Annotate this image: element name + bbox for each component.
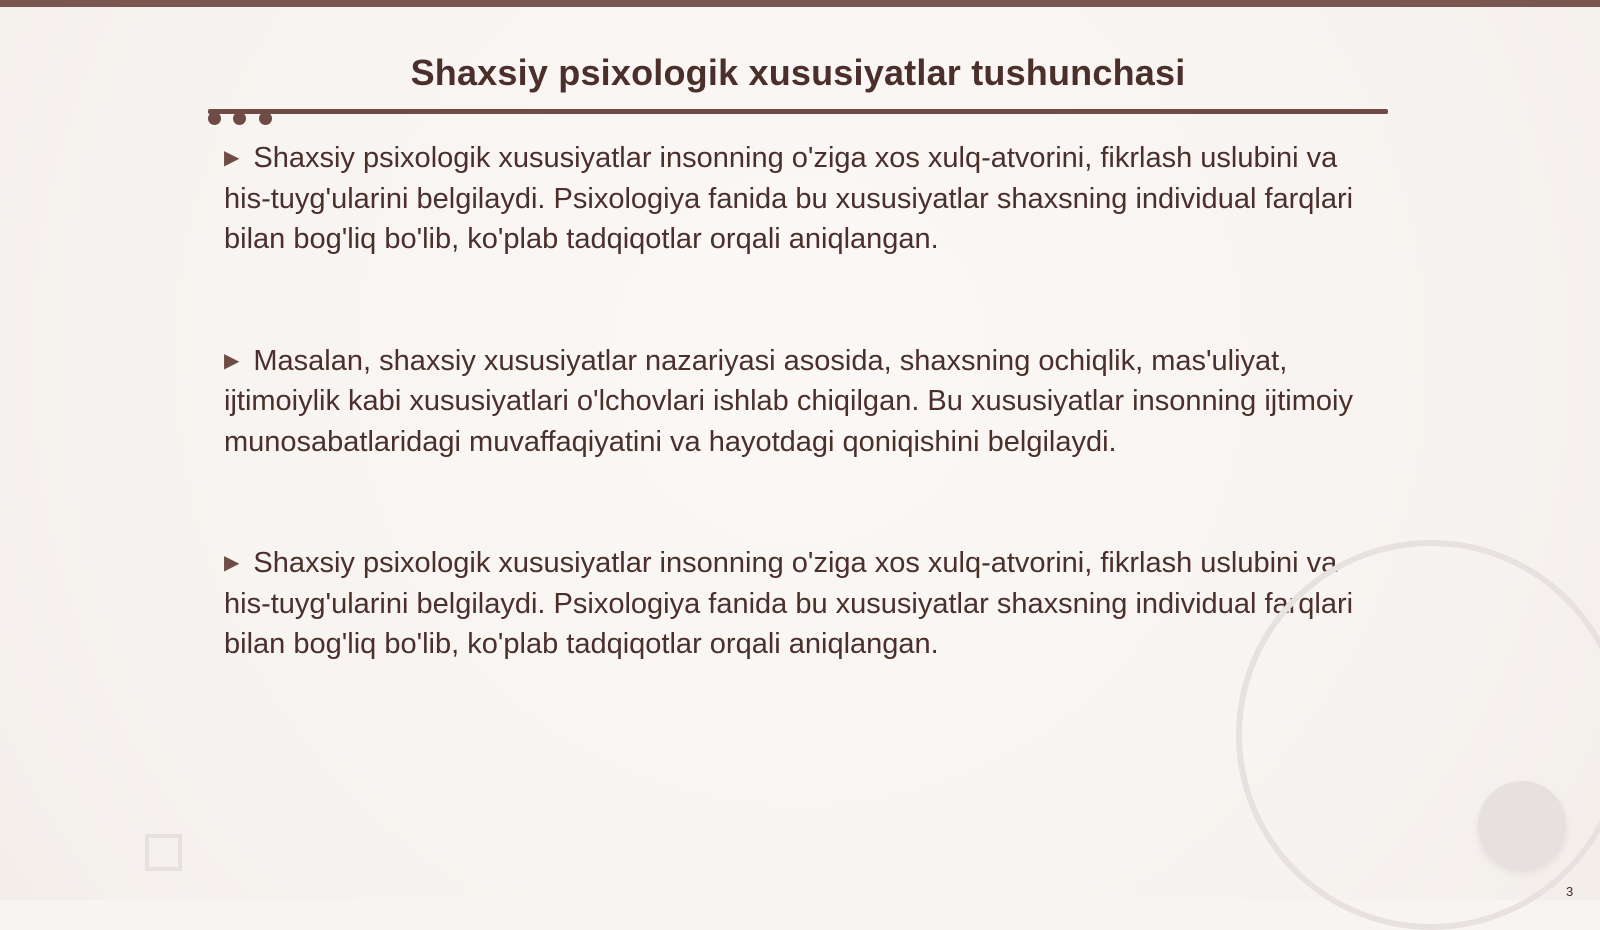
underline-dot-2	[233, 112, 246, 125]
title-underline	[208, 109, 1388, 114]
bullet-list	[224, 138, 1364, 746]
decorative-circle	[1478, 781, 1566, 869]
page-number: 3	[1566, 884, 1574, 899]
bullet-item-3	[224, 543, 1364, 665]
underline-dot-3	[259, 112, 272, 125]
bullet-text-1: Shaxsiy psixologik xususiyatlar insonning o'ziga xos xulq-atvorini, fikrlash uslubini va his-tuyg'ularini belgilaydi. Psixologiya fanida bu xususiyatlar shaxsning individual farqlari bilan bog'liq bo'lib, ko'plab tadqiqotlar orqali aniqlangan.	[224, 142, 1354, 255]
bullet-arrow-icon: ▶	[224, 552, 240, 574]
bullet-text-3: Shaxsiy psixologik xususiyatlar insonning o'ziga xos xulq-atvorini, fikrlash uslubini va his-tuyg'ularini belgilaydi. Psixologiya fanida bu xususiyatlar shaxsning individual farqlari bilan bog'liq bo'lib, ko'plab tadqiqotlar orqali aniqlangan.	[224, 547, 1354, 660]
decorative-square	[145, 834, 182, 871]
slide-title: Shaxsiy psixologik xususiyatlar tushunchasi	[410, 52, 1186, 93]
underline-dot-1	[208, 112, 221, 125]
bullet-text-2: Masalan, shaxsiy xususiyatlar nazariyasi asosida, shaxsning ochiqlik, mas'uliyat, ijtimoiylik kabi xususiyatlari o'lchovlari ishlab chiqilgan. Bu xususiyatlar insonning ijtimoiy munosabatlaridagi muvaffaqiyatini va hayotdagi qoniqishini belgilaydi.	[224, 344, 1353, 458]
bullet-arrow-icon: ▶	[224, 147, 240, 169]
bullet-item-2	[224, 341, 1364, 463]
bullet-arrow-icon: ▶	[224, 349, 240, 372]
decorative-ring	[1236, 540, 1600, 930]
bullet-item-1	[224, 138, 1364, 260]
top-accent-bar	[0, 0, 1600, 7]
